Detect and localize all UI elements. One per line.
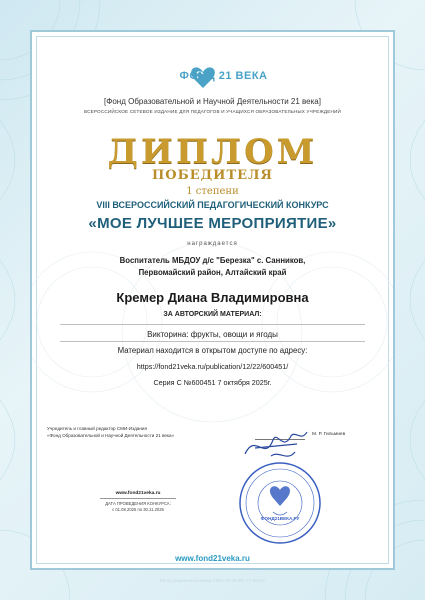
website-link[interactable]: www.fond21veka.ru — [175, 554, 250, 563]
registration-note: Регистрационный номер СМИ: Эл № ФС 77-80437 — [159, 578, 266, 583]
contest-name-line2: «МОЕ ЛУЧШЕЕ МЕРОПРИЯТИЕ» — [88, 215, 337, 232]
organization-subtitle: ВСЕРОССИЙСКОЕ СЕТЕВОЕ ИЗДАНИЕ ДЛЯ ПЕДАГОГОВ И УЧАЩИХСЯ ОБРАЗОВАТЕЛЬНЫХ УЧРЕЖДЕНИЙ — [83, 109, 341, 114]
editor-line1: Учредитель и главный редактор СМИ-Издания — [47, 426, 147, 431]
awarded-label: награждается — [187, 241, 238, 247]
contest-dates — [78, 501, 198, 513]
recipient-position-line2: Первомайский район, Алтайский край — [138, 268, 287, 277]
website-small[interactable]: www.fond21veka.ru — [115, 491, 161, 496]
divider — [60, 341, 365, 342]
material-access-note: Материал находится в открытом доступе по адресу: — [117, 346, 308, 355]
contest-dates-title: ДАТА ПРОВЕДЕНИЯ КОНКУРСА: — [105, 501, 171, 506]
material-section-label: ЗА АВТОРСКИЙ МАТЕРИАЛ: — [163, 311, 262, 318]
recipient-position-line1: Воспитатель МБДОУ д/с "Березка" с. Санников, — [119, 256, 306, 265]
stamp-seal-icon — [237, 460, 323, 546]
contest-dates-range: с 01.08.2025 по 30.11.2025 — [112, 507, 164, 512]
diploma-degree: 1 степени — [186, 186, 239, 197]
stamp-text: ФОНД21ВЕКА.РУ — [260, 516, 300, 521]
recipient-name: Кремер Диана Владимировна — [116, 290, 309, 305]
diploma-title: ДИПЛОМ — [107, 132, 318, 172]
logo-text: ФОНД 21 ВЕКА — [179, 70, 268, 82]
editor-info — [47, 425, 227, 439]
signatory-name: М. Р. Гильмиев — [312, 432, 346, 437]
editor-line2: «Фонд Образовательной и Научной Деятельности 21 века» — [47, 433, 175, 438]
divider — [60, 324, 365, 325]
material-topic: Викторина: фрукты, овощи и ягоды — [147, 330, 278, 339]
recipient-position — [70, 255, 355, 279]
diploma-subtitle: ПОБЕДИТЕЛЯ — [151, 168, 273, 183]
certificate-series: Серия С №600451 7 октября 2025г. — [153, 378, 272, 387]
contest-name-line1: VIII ВСЕРОССИЙСКИЙ ПЕДАГОГИЧЕСКИЙ КОНКУРС — [96, 200, 329, 210]
material-url[interactable]: https://fond21veka.ru/publication/12/22/600451/ — [136, 362, 289, 371]
certificate-content — [40, 40, 385, 568]
divider — [100, 498, 176, 499]
organization-name: [Фонд Образовательной и Научной Деятельности 21 века] — [104, 97, 321, 106]
